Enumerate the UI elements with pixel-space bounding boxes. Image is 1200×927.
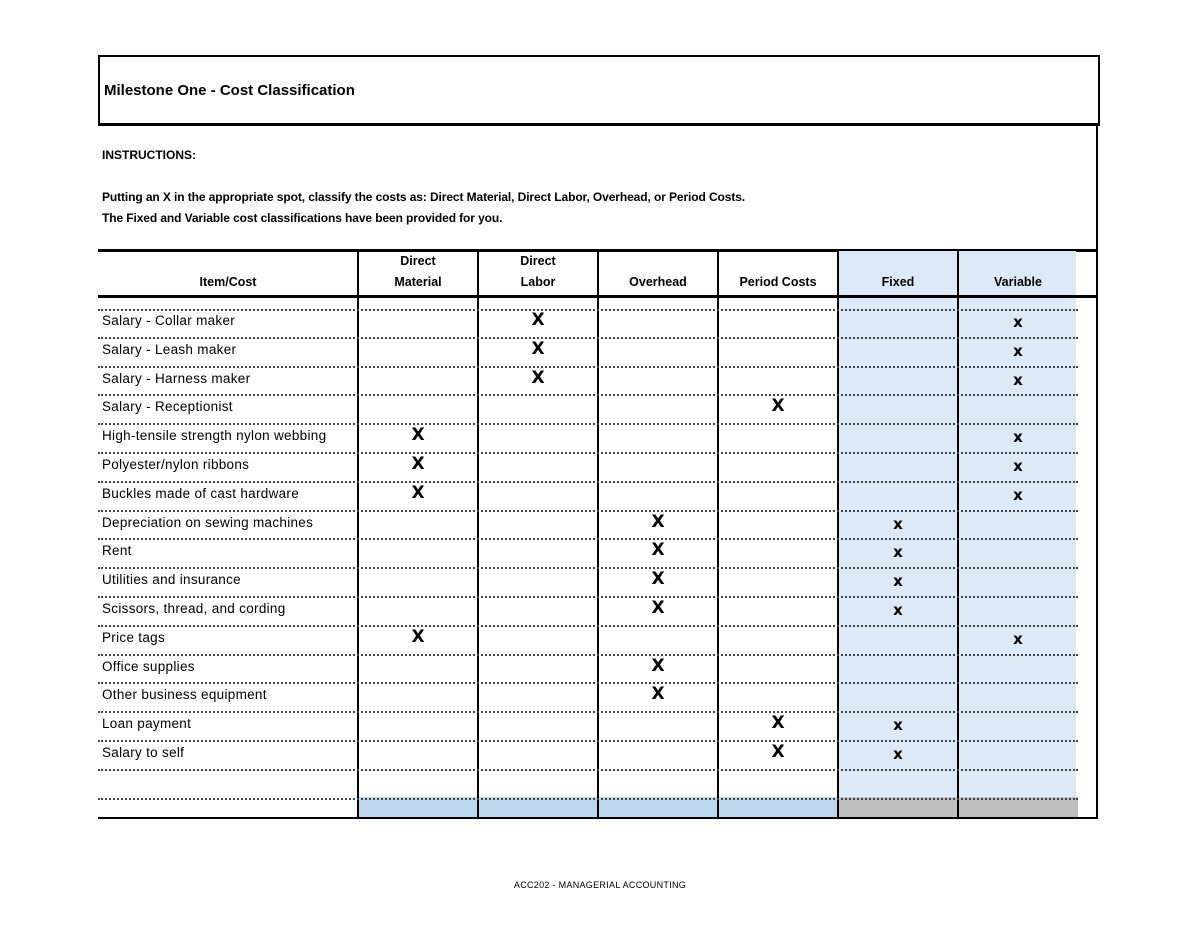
mark-fixed: x (893, 514, 903, 533)
title-box (98, 55, 1100, 126)
instructions-line-2: The Fixed and Variable cost classifications have been provided for you. (102, 211, 503, 225)
mark-pc: X (771, 713, 785, 734)
row-separator (98, 452, 1078, 454)
header-item-cost (98, 251, 358, 295)
mark-fixed: x (893, 745, 903, 763)
mark-fixed: x (893, 601, 903, 619)
mark-variable: x (1013, 313, 1023, 331)
row-item-label: Rent (102, 543, 132, 559)
row-separator (98, 682, 1078, 684)
row-item-label: Polyester/nylon ribbons (102, 457, 250, 472)
row-item-label: Salary - Harness maker (102, 370, 251, 386)
row-separator (98, 596, 1078, 598)
mark-dm: X (411, 482, 425, 503)
mark-fixed: x (893, 543, 903, 562)
header-dl-line1: Direct (520, 254, 556, 268)
row-item-label: Loan payment (102, 716, 192, 732)
cost-classification-sheet (98, 55, 1098, 818)
row-item-label: Salary - Leash maker (102, 341, 237, 357)
row-item-label: Salary - Collar maker (102, 313, 236, 328)
row-item-label: Salary - Receptionist (102, 399, 233, 415)
mark-oh: X (651, 569, 665, 590)
header-item-cost-label: Item/Cost (199, 275, 257, 289)
row-item-label: Scissors, thread, and cording (102, 601, 286, 616)
row-separator (98, 309, 1078, 311)
mark-variable: x (1013, 629, 1023, 648)
mark-variable: x (1013, 485, 1023, 504)
mark-oh: X (651, 598, 665, 618)
mark-dl: X (531, 310, 545, 330)
header-overhead-label: Overhead (629, 275, 687, 289)
mark-dm: X (411, 425, 425, 446)
mark-variable: x (1013, 428, 1023, 447)
row-separator (98, 366, 1078, 368)
mark-variable: x (1013, 341, 1023, 360)
row-item-label: Price tags (102, 629, 166, 645)
header-period-costs (718, 251, 838, 295)
header-direct-material (358, 251, 478, 295)
vline-7 (1096, 251, 1098, 817)
mark-pc: X (771, 742, 785, 762)
header-dm-line1: Direct (400, 254, 436, 268)
header-direct-labor (478, 251, 598, 295)
row-item-label: Depreciation on sewing machines (102, 514, 314, 530)
classification-table (98, 251, 1098, 819)
page-title: Milestone One - Cost Classification (104, 82, 355, 99)
row-separator (98, 625, 1078, 627)
mark-variable: x (1013, 370, 1023, 389)
row-separator (98, 654, 1078, 656)
row-separator (98, 798, 1078, 800)
mark-fixed: x (893, 572, 903, 591)
header-overhead (598, 251, 718, 295)
row-separator (98, 337, 1078, 339)
mark-fixed: x (893, 716, 903, 735)
row-separator (98, 769, 1078, 771)
instructions-line-1: Putting an X in the appropriate spot, classify the costs as: Direct Material, Direct Labor, Overhead, or Period Costs. (102, 190, 746, 204)
row-separator (98, 567, 1078, 569)
header-variable (958, 251, 1078, 295)
mark-dl: X (531, 367, 545, 388)
row-item-label: Buckles made of cast hardware (102, 485, 300, 501)
mark-oh: X (651, 511, 665, 532)
mark-dl: X (531, 338, 545, 359)
header-fixed-label: Fixed (881, 275, 915, 289)
row-item-label: Utilities and insurance (102, 572, 241, 588)
instructions-box (98, 124, 1098, 252)
mark-oh: X (651, 540, 665, 561)
row-item-label: Salary to self (102, 745, 185, 760)
header-dm-line2: Material (394, 275, 442, 289)
row-separator (98, 740, 1078, 742)
row-separator (98, 538, 1078, 540)
header-fixed (838, 251, 958, 295)
mark-pc: X (771, 396, 785, 417)
mark-dm: X (411, 454, 425, 474)
row-item-label: Other business equipment (102, 687, 267, 703)
row-separator (98, 510, 1078, 512)
mark-variable: x (1013, 457, 1023, 475)
mark-oh: X (651, 655, 665, 676)
row-separator (98, 394, 1078, 396)
header-variable-label: Variable (994, 275, 1042, 289)
row-item-label: Office supplies (102, 658, 195, 674)
row-separator (98, 711, 1078, 713)
footer: ACC202 - MANAGERIAL ACCOUNTING (513, 880, 687, 890)
mark-oh: X (651, 684, 665, 705)
header-dl-line2: Labor (520, 275, 556, 289)
row-item-label: High-tensile strength nylon webbing (102, 428, 327, 444)
row-separator (98, 481, 1078, 483)
header-period-costs-label: Period Costs (739, 275, 817, 289)
row-separator (98, 423, 1078, 425)
instructions-heading: INSTRUCTIONS: (102, 148, 196, 162)
mark-dm: X (411, 626, 425, 647)
